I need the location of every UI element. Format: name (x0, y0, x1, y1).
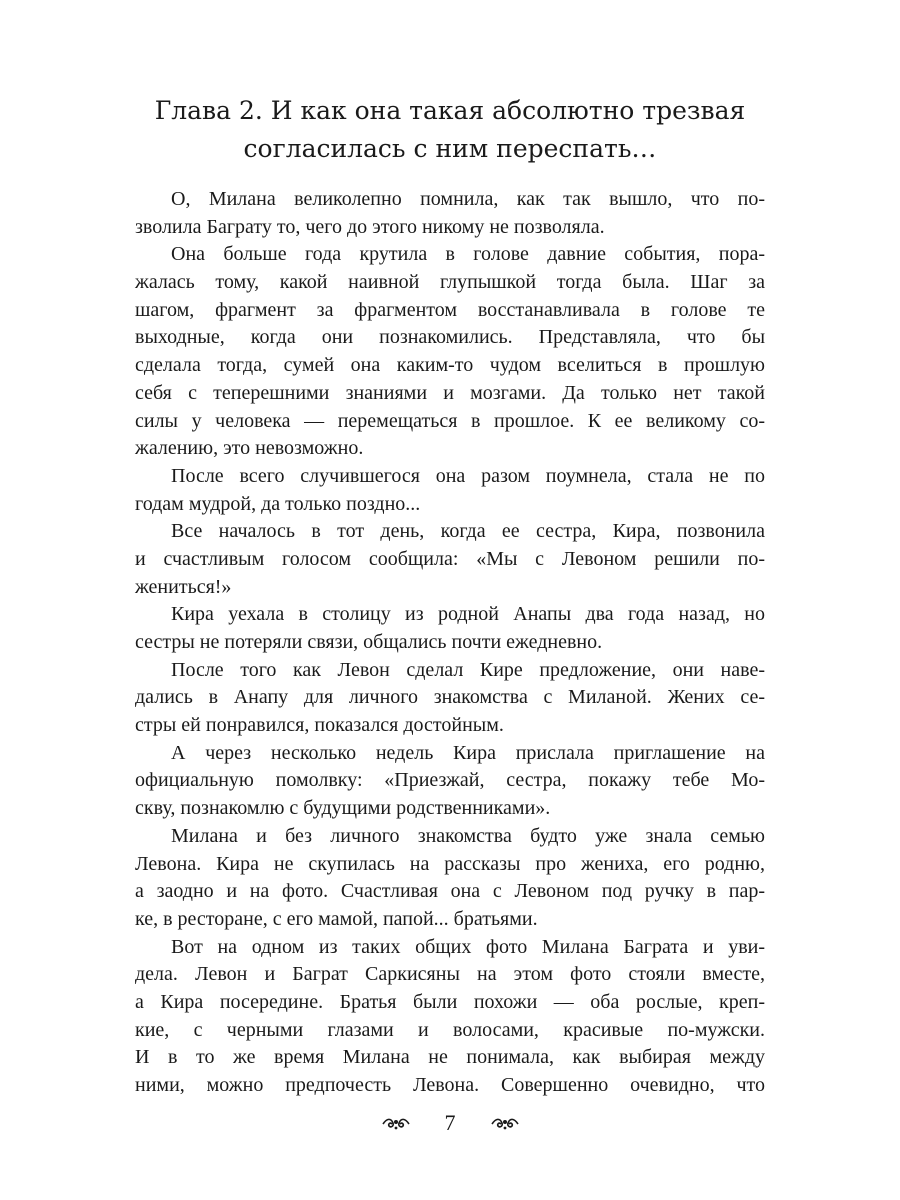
text-line: скву, познакомлю с будущими родственниками». (135, 797, 551, 820)
text-line: Левона. Кира не скупилась на рассказы про жениха, его родню, (135, 852, 765, 875)
text-line: жениться!» (135, 575, 232, 598)
chapter-title (130, 92, 770, 168)
floral-ornament-right-icon (490, 1114, 520, 1132)
text-line: жалась тому, какой наивной глупышкой тогда была. Шаг за (135, 271, 765, 294)
text-line: официальную помолвку: «Приезжай, сестра, покажу тебе Мо- (135, 769, 765, 792)
text-line: Все началось в тот день, когда ее сестра, Кира, позвонила (171, 520, 765, 543)
page-number: 7 (444, 1110, 456, 1135)
text-line: Милана и без личного знакомства будто уже знала семью (171, 824, 765, 847)
text-line: Вот на одном из таких общих фото Милана Баграта и уви- (171, 935, 765, 958)
text-line: После всего случившегося она разом поумнела, стала не по (171, 464, 765, 487)
text-line: И в то же время Милана не понимала, как выбирая между (135, 1046, 765, 1069)
text-line: сестры не потеряли связи, общались почти ежедневно. (135, 631, 603, 653)
text-line: и счастливым голосом сообщила: «Мы с Левоном решили по- (135, 547, 765, 570)
text-line: выходные, когда они познакомились. Представляла, что бы (135, 326, 765, 349)
page-footer (0, 1110, 900, 1136)
text-line: кие, с черными глазами и волосами, красивые по-мужски. (135, 1018, 765, 1041)
text-line: а Кира посередине. Братья были похожи — оба рослые, креп- (135, 990, 765, 1013)
text-line: а заодно и на фото. Счастливая она с Левоном под ручку в пар- (135, 880, 765, 903)
chapter-title-line-2: согласилась с ним переспать… (243, 134, 657, 163)
text-line: После того как Левон сделал Кире предложение, они наве- (171, 658, 765, 681)
text-line: Кира уехала в столицу из родной Анапы два года назад, но (171, 603, 765, 626)
floral-ornament-left-icon (381, 1114, 411, 1132)
text-line: себя с теперешними знаниями и мозгами. Да только нет такой (135, 381, 765, 404)
text-line: ке, в ресторане, с его мамой, папой... братьями. (135, 907, 538, 930)
text-line: силы у человека — перемещаться в прошлое. К ее великому со- (135, 409, 765, 432)
text-line: стры ей понравился, показался достойным. (135, 714, 504, 737)
text-line: О, Милана великолепно помнила, как так вышло, что по- (171, 188, 765, 210)
text-line: годам мудрой, да только поздно... (135, 492, 421, 515)
chapter-title-line-1: Глава 2. И как она такая абсолютно трезвая (154, 96, 746, 125)
body-text (135, 186, 765, 1100)
text-line: дались в Анапу для личного знакомства с Миланой. Жених се- (135, 686, 765, 709)
text-line: шагом, фрагмент за фрагментом восстанавливала в голове те (135, 298, 765, 321)
text-line: жалению, это невозможно. (135, 437, 364, 460)
text-line: зволила Баграту то, чего до этого никому не позволяла. (135, 215, 605, 238)
text-line: Она больше года крутила в голове давние события, пора- (171, 243, 765, 266)
text-line: сделала тогда, сумей она каким-то чудом вселиться в прошлую (135, 354, 765, 377)
text-line: дела. Левон и Баграт Саркисяны на этом фото стояли вместе, (135, 963, 765, 986)
text-line: ними, можно предпочесть Левона. Совершенно очевидно, что (135, 1074, 765, 1096)
text-line: А через несколько недель Кира прислала приглашение на (171, 741, 765, 764)
